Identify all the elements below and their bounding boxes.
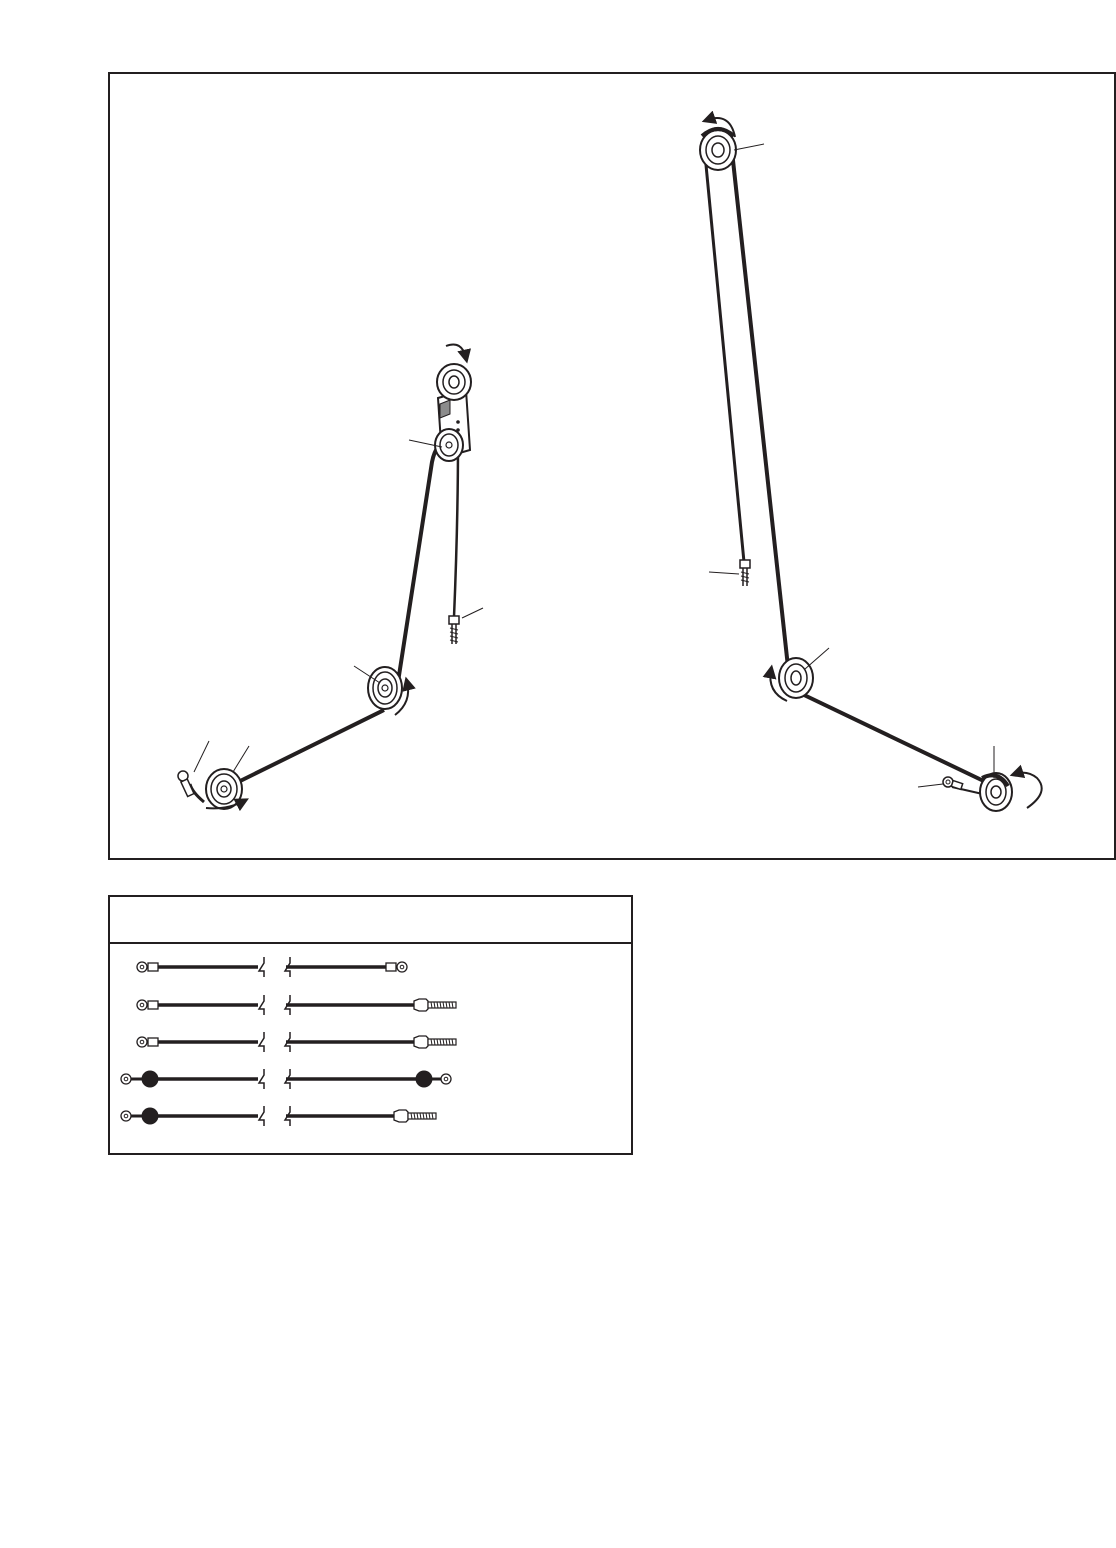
cable-segment [454,442,458,617]
cable-eyelet-end [943,777,963,789]
threaded-stud-end [449,616,459,644]
pulley [779,658,813,698]
cable-segment [731,142,788,667]
cable-routing-drawing [110,74,1114,858]
leader-line [805,648,829,669]
pulley [368,667,402,709]
pulley [437,364,471,400]
leader-line [462,608,483,618]
pulley [435,429,463,461]
pulley [980,773,1012,811]
leader-line [709,572,739,574]
leader-line [734,144,764,150]
cable-segment [802,694,992,785]
rotation-arrow [1015,773,1042,808]
pulley [206,769,242,809]
cable-routing-diagram [108,72,1116,860]
leader-line [233,746,249,772]
cable-segment [228,710,384,787]
left-cable-assembly [178,345,483,810]
legend-drawing [110,897,631,1153]
threaded-stud-end [740,560,750,586]
pulley [700,129,736,170]
rotation-arrow [446,345,466,359]
leader-line [918,784,943,787]
legend-row [137,957,407,977]
legend-row [121,1106,436,1126]
leader-line [194,741,209,772]
legend-row [137,1032,456,1052]
cable-eyelet-end [178,771,194,797]
legend-row [137,995,456,1015]
right-cable-assembly [700,118,1042,811]
legend-row [121,1069,451,1089]
cable-type-legend [108,895,633,1155]
cable-segment [398,442,448,682]
